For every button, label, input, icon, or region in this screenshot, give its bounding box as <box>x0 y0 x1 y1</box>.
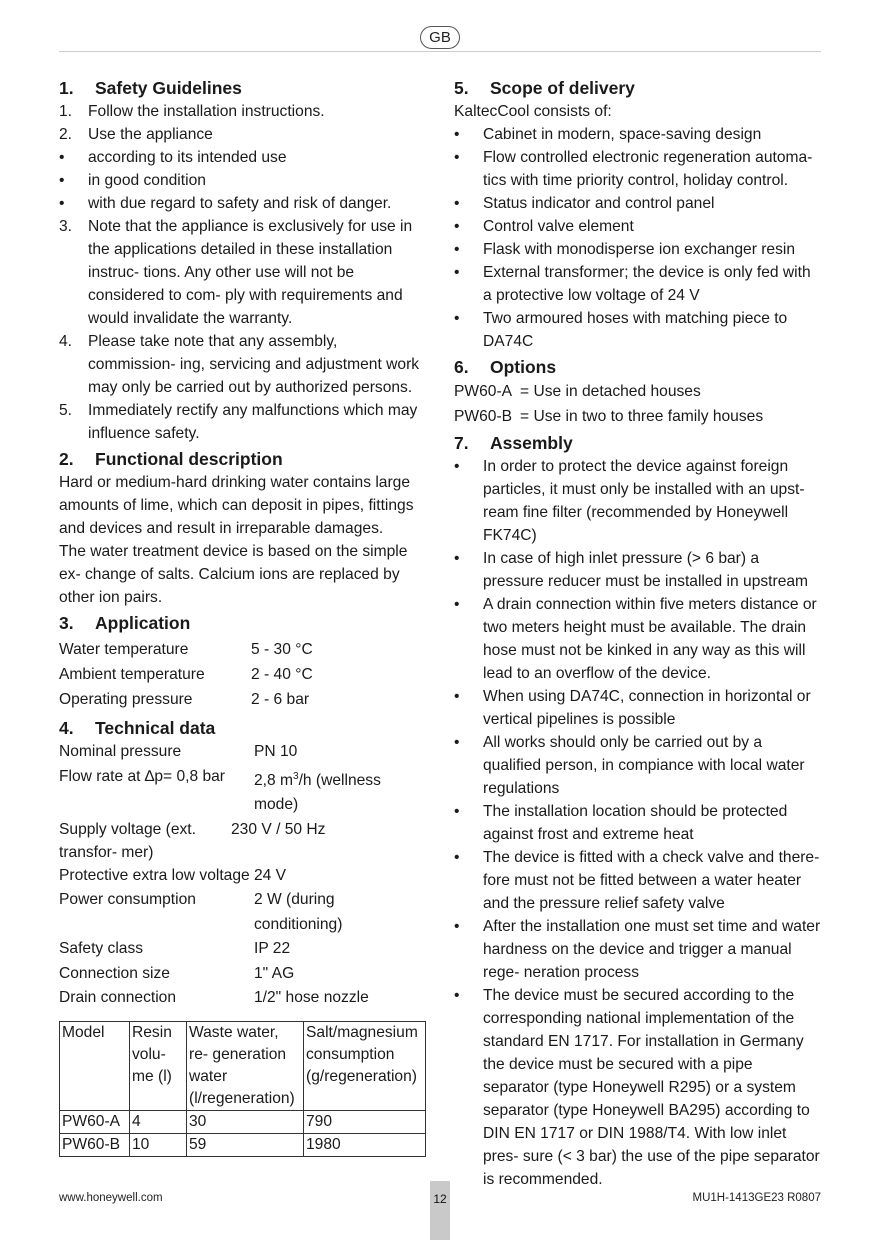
list-item: • When using DA74C, connection in horizontal or vertical pipelines is possible <box>454 688 811 728</box>
list-item: • according to its intended use <box>59 149 287 166</box>
spec-row: Connection size 1" AG <box>59 964 295 982</box>
list-item: 5. Immediately rectify any malfunctions which may influence safety. <box>59 402 418 442</box>
list-item: 1. Follow the installation instructions. <box>59 103 325 120</box>
list-item: • External transformer; the device is only fed with a protective low voltage of 24 V <box>454 264 811 304</box>
list-item: 4. Please take note that any assembly, commission- ing, servicing and adjustment work may only be carried out by authorized persons. <box>59 333 420 396</box>
table-cell: 790 <box>304 1110 426 1133</box>
list-item: • with due regard to safety and risk of danger. <box>59 195 392 212</box>
section-heading: 7. Assembly <box>454 433 573 453</box>
list-item: • in good condition <box>59 172 206 189</box>
list-item: • All works should only be carried out by a qualified person, in compiance with local water regulations <box>454 734 805 797</box>
section-heading: 1. Safety Guidelines <box>59 78 242 98</box>
table-cell: PW60-B <box>60 1133 130 1156</box>
section-safety-guidelines <box>59 76 427 445</box>
table-row <box>60 1110 426 1133</box>
list-item: • Flask with monodisperse ion exchanger resin <box>454 241 796 258</box>
section-heading: 5. Scope of delivery <box>454 78 635 98</box>
spec-row: Protective extra low voltage 24 V <box>59 866 287 884</box>
spec-row: Operating pressure 2 - 6 bar <box>59 691 310 708</box>
footer-doc-code: MU1H-1413GE23 R0807 <box>692 1192 821 1204</box>
spec-row: Water temperature 5 - 30 °C <box>59 641 313 658</box>
list-item: • The device must be secured according to the corresponding national implementation of the standard EN 1717. For installation in Germany the device must be secured with a pipe separator (type Honeywell R295) or a system separator (type Honeywell BA295) according to DIN EN 1717 or DIN 1988/T4. With low inlet pres- sure (< 3 bar) the use of the pipe separator is recommended. <box>454 987 820 1188</box>
spec-row: Ambient temperature 2 - 40 °C <box>59 666 313 683</box>
language-badge: GB <box>420 26 460 49</box>
table-header-cell: Waste water, re- generation water (l/regeneration) <box>187 1021 304 1110</box>
section-options <box>454 355 822 429</box>
spec-row: Supply voltage (ext. transfor- mer) 230 V / 50 Hz <box>59 820 326 861</box>
list-item: • The device is fitted with a check valve and there- fore must not be fitted between a water heater and the pressure relief safety valve <box>454 849 820 912</box>
section-technical-data <box>59 716 427 1011</box>
section-heading: 2. Functional description <box>59 449 283 469</box>
list-item: • A drain connection within five meters distance or two meters height must be available. The drain hose must not be kinked in any way as this will lead to an overflow of the device. <box>454 596 817 682</box>
table-cell: 10 <box>130 1133 187 1156</box>
list-item: • Status indicator and control panel <box>454 195 715 212</box>
models-table <box>59 1021 426 1157</box>
list-item: • Control valve element <box>454 218 634 235</box>
list-item: • In order to protect the device against foreign particles, it must only be installed with an upst- ream fine filter (recommended by Honeywell FK74C) <box>454 458 805 544</box>
table-row <box>60 1133 426 1156</box>
table-cell: 4 <box>130 1110 187 1133</box>
left-column <box>59 76 427 1157</box>
list-item: • In case of high inlet pressure (> 6 bar) a pressure reducer must be installed in upstream <box>454 550 809 590</box>
paragraph: Hard or medium-hard drinking water contains large amounts of lime, which can deposit in pipes, fittings and devices and result in irreparable damages. <box>59 474 414 537</box>
header-rule <box>59 51 821 52</box>
list-item: • The installation location should be protected against frost and extreme heat <box>454 803 788 843</box>
section-application <box>59 611 427 712</box>
list-item: • After the installation one must set time and water hardness on the device and trigger a manual rege- neration process <box>454 918 821 981</box>
spec-row: Power consumption 2 W (during conditioning) <box>59 891 343 933</box>
list-item: • Cabinet in modern, space-saving design <box>454 126 762 143</box>
table-cell: 30 <box>187 1110 304 1133</box>
table-header-cell: Model <box>60 1021 130 1110</box>
paragraph: KaltecCool consists of: <box>454 103 612 120</box>
table-cell: PW60-A <box>60 1110 130 1133</box>
table-header-row <box>60 1021 426 1110</box>
spec-row: Nominal pressure PN 10 <box>59 743 298 760</box>
section-scope-of-delivery <box>454 76 822 353</box>
right-column <box>454 76 822 1191</box>
list-item: • Flow controlled electronic regeneration automa- tics with time priority control, holiday control. <box>454 149 813 189</box>
table-header-cell: Resin volu- me (l) <box>130 1021 187 1110</box>
option-row: PW60-A = Use in detached houses <box>454 383 701 400</box>
section-heading: 4. Technical data <box>59 718 216 738</box>
paragraph: The water treatment device is based on the simple ex- change of salts. Calcium ions are replaced by other ion pairs. <box>59 543 408 606</box>
table-cell: 59 <box>187 1133 304 1156</box>
list-item: 3. Note that the appliance is exclusively for use in the applications detailed in these installation instruc- tions. Any other use will not be considered to com- ply with requirements and would invalidate the warranty. <box>59 218 413 327</box>
section-heading: 6. Options <box>454 357 557 377</box>
footer-website: www.honeywell.com <box>59 1192 163 1204</box>
option-row: PW60-B = Use in two to three family houses <box>454 408 764 425</box>
section-heading: 3. Application <box>59 613 191 633</box>
section-assembly <box>454 431 822 1191</box>
page-number: 12 <box>430 1181 450 1240</box>
list-item: 2. Use the appliance <box>59 126 213 143</box>
spec-row: Drain connection 1/2" hose nozzle <box>59 989 369 1007</box>
spec-row: Flow rate at ∆p= 0,8 bar 2,8 $m^3/h$ (wellness mode) <box>59 767 381 814</box>
list-item: • Two armoured hoses with matching piece to DA74C <box>454 310 788 350</box>
section-functional-description <box>59 447 427 609</box>
spec-row: Safety class IP 22 <box>59 940 291 958</box>
table-cell: 1980 <box>304 1133 426 1156</box>
table-header-cell: Salt/magnesium consumption (g/regeneration) <box>304 1021 426 1110</box>
